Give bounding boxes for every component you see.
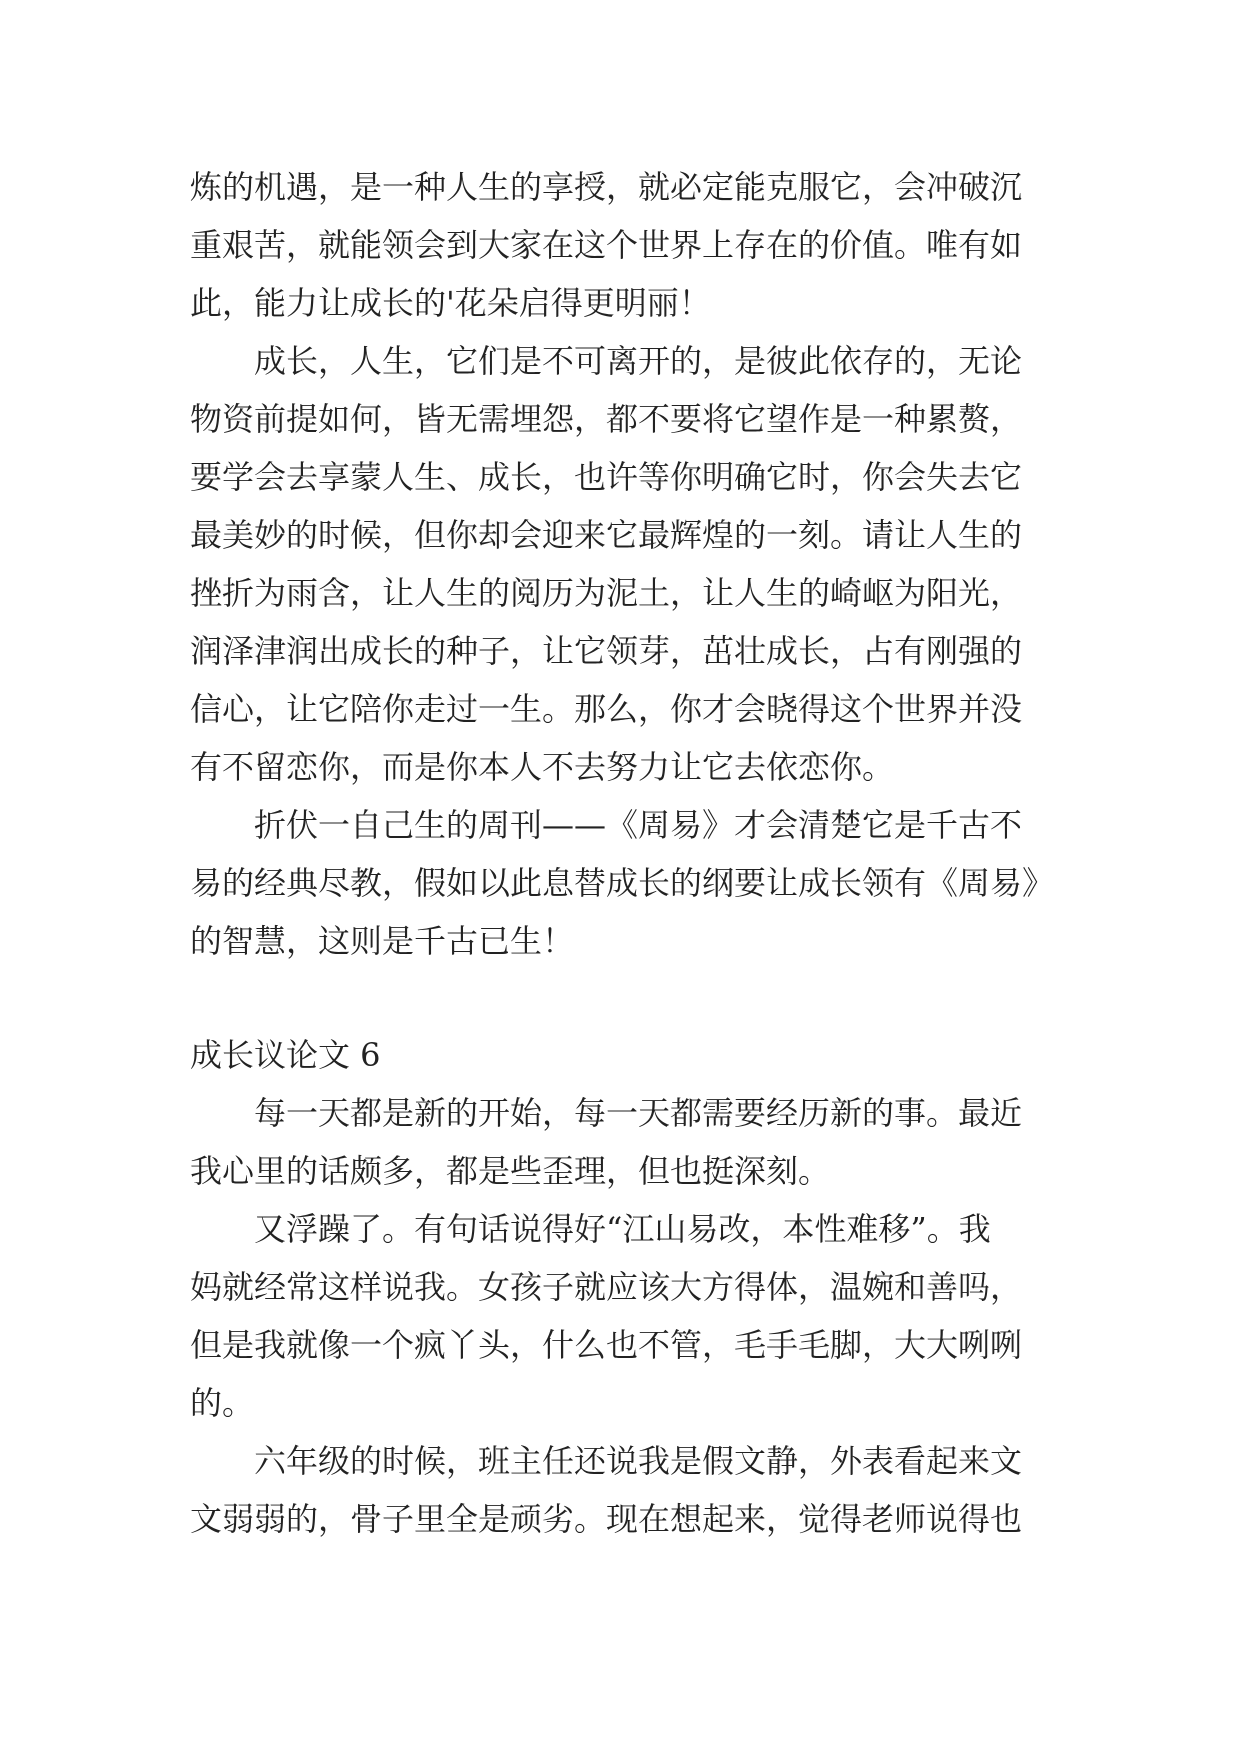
- text-line: 信心，让它陪你走过一生。那么，你才会晓得这个世界并没: [190, 690, 1023, 728]
- text-line: 挫折为雨含，让人生的阅历为泥土，让人生的崎岖为阳光，: [190, 574, 1023, 612]
- text-line: 但是我就像一个疯丫头，什么也不管，毛手毛脚，大大咧咧: [190, 1326, 1023, 1364]
- text-line: 物资前提如何，皆无需埋怨，都不要将它望作是一种累赘，: [190, 400, 1023, 438]
- text-line: 重艰苦，就能领会到大家在这个世界上存在的价值。唯有如: [190, 226, 1023, 264]
- text-line: 润泽津润出成长的种子，让它领芽，茁壮成长，占有刚强的: [190, 632, 1023, 670]
- text-line: 文弱弱的，骨子里全是顽劣。现在想起来，觉得老师说得也: [190, 1500, 1023, 1538]
- text-line: 此，能力让成长的'花朵启得更明丽！: [190, 284, 711, 322]
- text-line: 的。: [190, 1384, 255, 1422]
- text-line: 要学会去享蒙人生、成长，也许等你明确它时，你会失去它: [190, 458, 1023, 496]
- text-line: 妈就经常这样说我。女孩子就应该大方得体，温婉和善吗，: [190, 1268, 1023, 1306]
- paragraph: [190, 1432, 1055, 1548]
- section-title: 成长议论文 6: [190, 1036, 381, 1074]
- paragraph: [190, 332, 1055, 796]
- text-line: 成长，人生，它们是不可离开的，是彼此依存的，无论: [254, 342, 1023, 380]
- text-line: 最美妙的时候，但你却会迎来它最辉煌的一刻。请让人生的: [190, 516, 1023, 554]
- paragraph: [190, 158, 1055, 332]
- text-line: 炼的机遇，是一种人生的享授，就必定能克服它，会冲破沉: [190, 168, 1023, 206]
- text-line: 六年级的时候，班主任还说我是假文静，外表看起来文: [254, 1442, 1023, 1480]
- text-line: 我心里的话颇多，都是些歪理，但也挺深刻。: [190, 1152, 831, 1190]
- text-line: 折伏一自己生的周刊——《周易》才会清楚它是千古不: [254, 806, 1023, 844]
- document-body: [190, 158, 1055, 1548]
- section-gap: [190, 970, 1055, 1026]
- paragraph: [190, 1084, 1055, 1200]
- text-line: 易的经典尽教，假如以此息替成长的纲要让成长领有《周易》: [190, 864, 1055, 902]
- text-line: 有不留恋你，而是你本人不去努力让它去依恋你。: [190, 748, 895, 786]
- text-line: 又浮躁了。有句话说得好“江山易改，本性难移”。我: [254, 1210, 991, 1248]
- text-line: 的智慧，这则是千古已生！: [190, 922, 575, 960]
- text-line: 每一天都是新的开始，每一天都需要经历新的事。最近: [254, 1094, 1023, 1132]
- paragraph: [190, 796, 1055, 970]
- paragraph: [190, 1200, 1055, 1432]
